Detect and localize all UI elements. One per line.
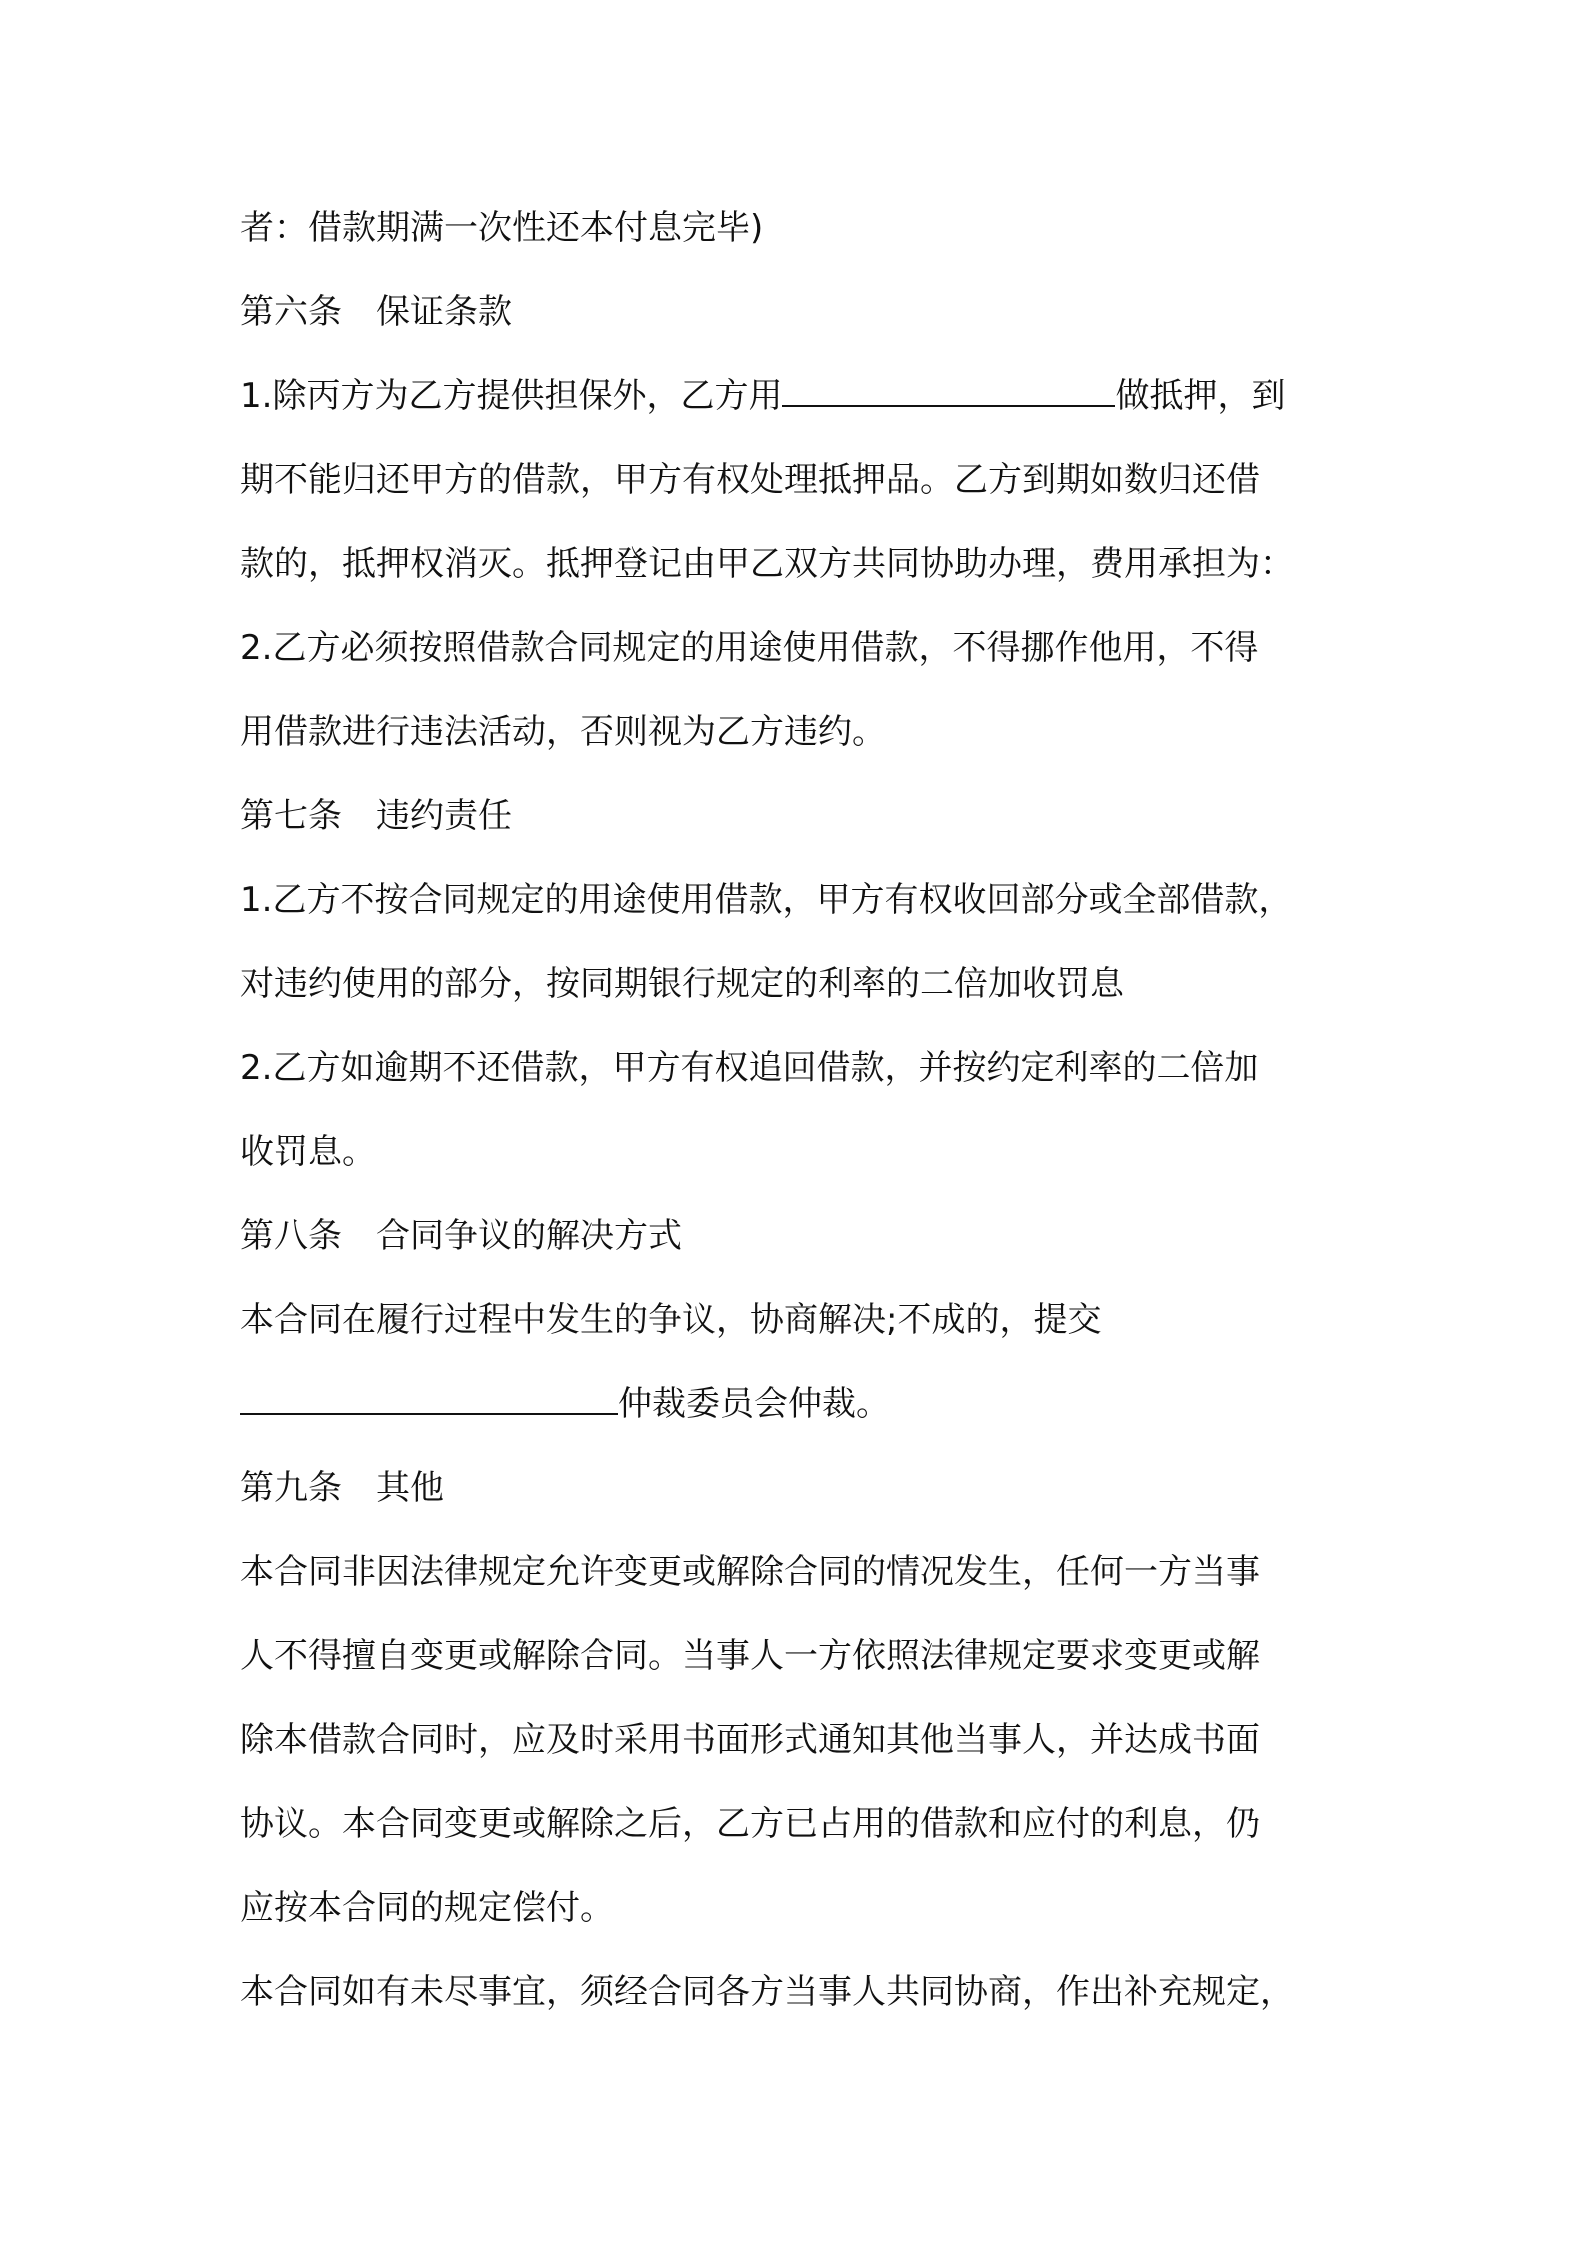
arbitration-blank	[240, 1375, 618, 1415]
clause-6-item-1	[240, 366, 1285, 426]
clause-9-para-1-line-4: 协议。本合同变更或解除之后，乙方已占用的借款和应付的利息，仍	[240, 1804, 1260, 1844]
clause-9-para-1-line-5: 应按本合同的规定偿付。	[240, 1888, 614, 1928]
clause-6-item-2-line-2: 用借款进行违法活动，否则视为乙方违约。	[240, 712, 886, 752]
clause-6-item-2: 2.乙方必须按照借款合同规定的用途使用借款，不得挪作他用，不得	[240, 628, 1259, 668]
clause-6-item-1-text-b: 做抵押，到	[1115, 376, 1286, 416]
clause-7-item-2: 2.乙方如逾期不还借款，甲方有权追回借款，并按约定利率的二倍加	[240, 1048, 1259, 1088]
clause-5-continuation: 者：借款期满一次性还本付息完毕)	[240, 208, 764, 248]
collateral-blank	[782, 367, 1115, 407]
clause-8-body-line-2-text: 仲裁委员会仲裁。	[618, 1384, 890, 1424]
clause-8-body: 本合同在履行过程中发生的争议，协商解决;不成的，提交	[240, 1300, 1102, 1340]
clause-8-heading: 第八条 合同争议的解决方式	[240, 1216, 682, 1256]
clause-9-para-2: 本合同如有未尽事宜，须经合同各方当事人共同协商，作出补充规定，	[240, 1972, 1294, 2012]
clause-9-para-1-line-3: 除本借款合同时，应及时采用书面形式通知其他当事人，并达成书面	[240, 1720, 1260, 1760]
clause-9-heading: 第九条 其他	[240, 1468, 444, 1508]
clause-7-heading: 第七条 违约责任	[240, 796, 512, 836]
clause-9-para-1-line-2: 人不得擅自变更或解除合同。当事人一方依照法律规定要求变更或解	[240, 1636, 1260, 1676]
clause-7-item-2-line-2: 收罚息。	[240, 1132, 376, 1172]
clause-7-item-1: 1.乙方不按合同规定的用途使用借款，甲方有权收回部分或全部借款，	[240, 880, 1293, 920]
clause-6-heading: 第六条 保证条款	[240, 292, 512, 332]
clause-7-item-1-line-2: 对违约使用的部分，按同期银行规定的利率的二倍加收罚息	[240, 964, 1124, 1004]
clause-6-item-1-line-3: 款的，抵押权消灭。抵押登记由甲乙双方共同协助办理，费用承担为：	[240, 544, 1294, 584]
clause-6-item-1-line-2: 期不能归还甲方的借款，甲方有权处理抵押品。乙方到期如数归还借	[240, 460, 1260, 500]
clause-6-item-1-text-a: 1.除丙方为乙方提供担保外，乙方用	[240, 376, 783, 416]
clause-8-body-line-2	[240, 1374, 890, 1434]
clause-9-para-1: 本合同非因法律规定允许变更或解除合同的情况发生，任何一方当事	[240, 1552, 1260, 1592]
